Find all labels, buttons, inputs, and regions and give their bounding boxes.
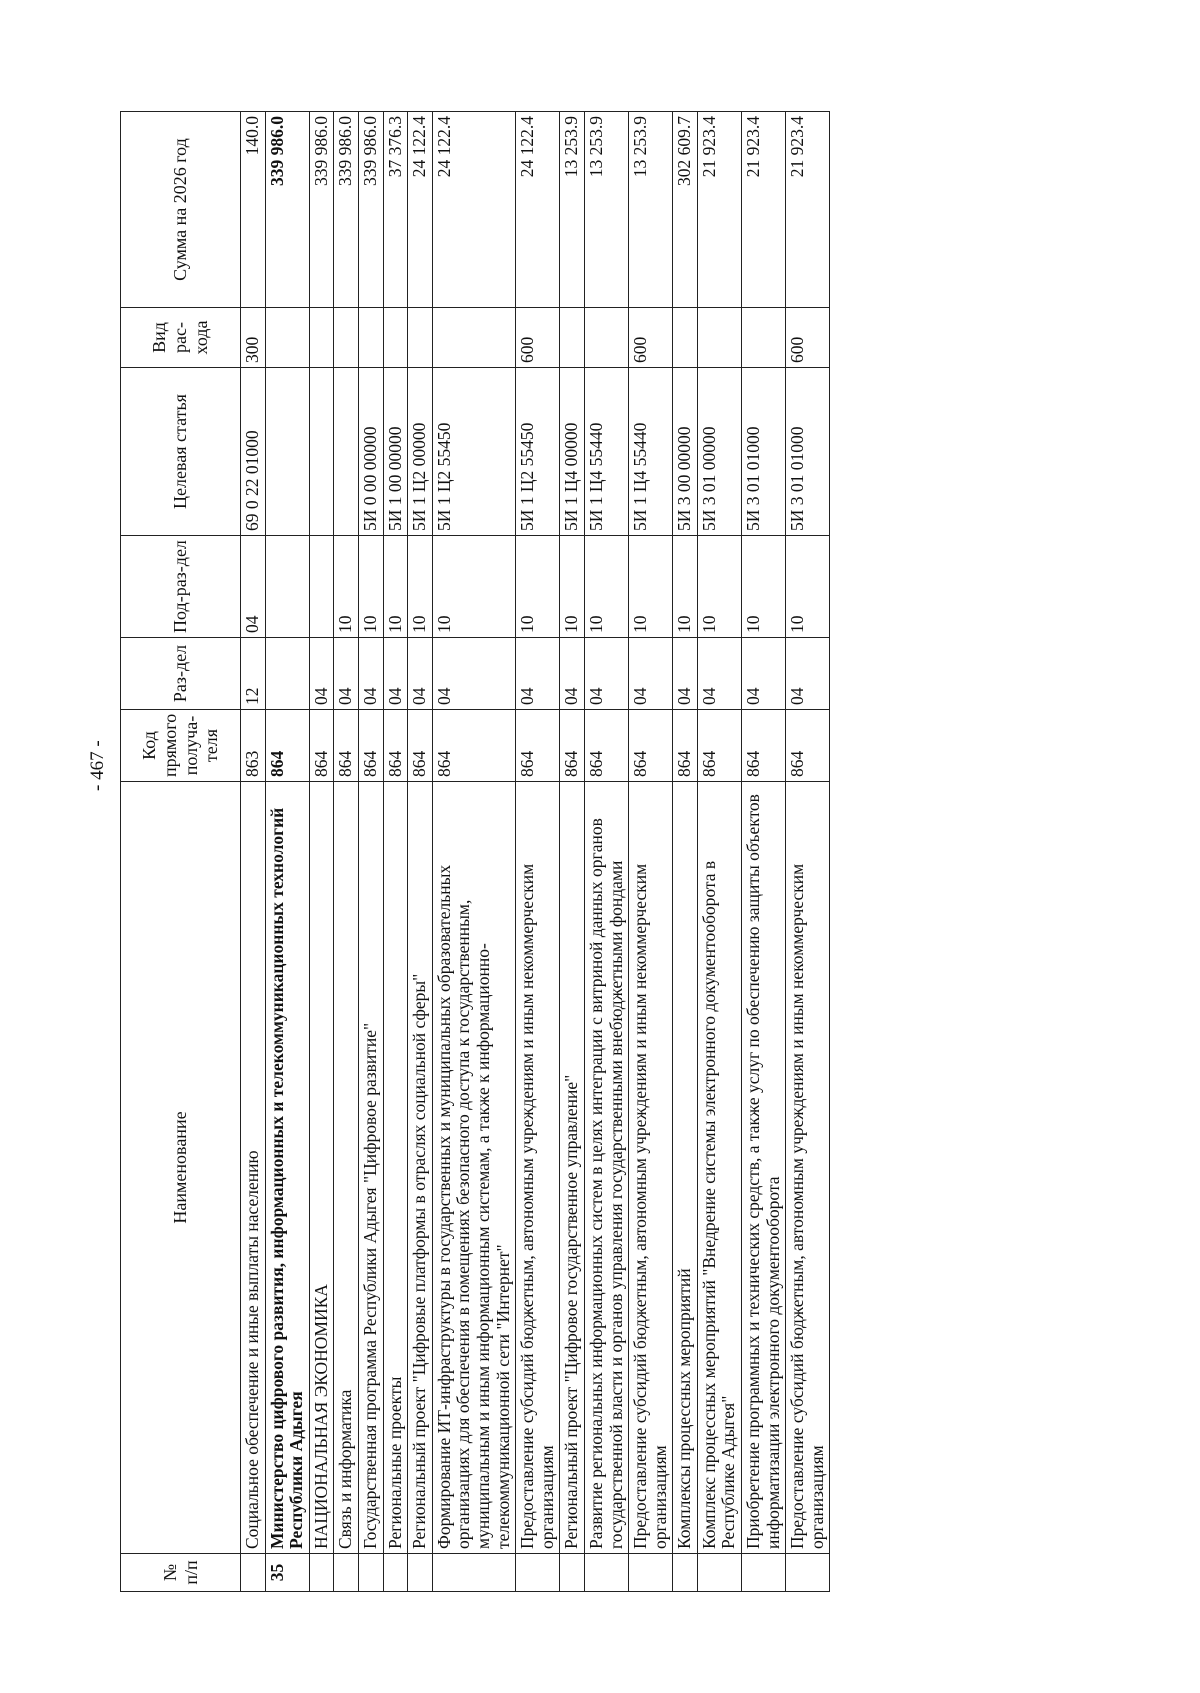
cell-razdel: 04 [560, 638, 585, 710]
cell-podrazdel [309, 536, 334, 638]
table-row [786, 112, 830, 1592]
cell-sum: 21 923.4 [697, 112, 741, 308]
cell-vid: 600 [629, 308, 673, 368]
cell-name: НАЦИОНАЛЬНАЯ ЭКОНОМИКА [309, 782, 334, 1554]
table-row [383, 112, 408, 1592]
cell-target: 5И 1 Ц4 55440 [584, 368, 628, 536]
cell-name: Региональный проект "Цифровое государственное управление" [560, 782, 585, 1554]
cell-code: 864 [584, 710, 628, 782]
cell-vid [432, 308, 515, 368]
cell-sum: 140.0 [241, 112, 266, 308]
header-razdel: Раз-дел [121, 638, 241, 710]
cell-vid [673, 308, 698, 368]
cell-target: 5И 1 Ц2 00000 [408, 368, 433, 536]
cell-vid [334, 308, 359, 368]
cell-name: Региональный проект "Цифровые платформы в отраслях социальной сферы" [408, 782, 433, 1554]
table-row [584, 112, 628, 1592]
cell-podrazdel: 10 [673, 536, 698, 638]
header-num: № п/п [121, 1554, 241, 1592]
cell-sum: 339 986.0 [334, 112, 359, 308]
cell-num [358, 1554, 383, 1592]
table-row [697, 112, 741, 1592]
cell-sum: 339 986.0 [265, 112, 309, 308]
cell-razdel: 12 [241, 638, 266, 710]
page-number: - 467 - [87, 740, 108, 791]
cell-name: Связь и информатика [334, 782, 359, 1554]
cell-podrazdel [265, 536, 309, 638]
cell-code: 864 [516, 710, 560, 782]
cell-num [560, 1554, 585, 1592]
cell-target: 69 0 22 01000 [241, 368, 266, 536]
cell-name: Региональные проекты [383, 782, 408, 1554]
cell-razdel: 04 [334, 638, 359, 710]
header-vid: Вид рас-хода [121, 308, 241, 368]
header-target: Целевая статья [121, 368, 241, 536]
cell-sum: 13 253.9 [584, 112, 628, 308]
table-row [560, 112, 585, 1592]
cell-sum: 339 986.0 [358, 112, 383, 308]
header-name: Наименование [121, 782, 241, 1554]
cell-sum: 24 122.4 [408, 112, 433, 308]
cell-num [697, 1554, 741, 1592]
cell-code: 864 [408, 710, 433, 782]
table-row [265, 112, 309, 1592]
cell-razdel: 04 [408, 638, 433, 710]
cell-code: 864 [786, 710, 830, 782]
cell-sum: 302 609.7 [673, 112, 698, 308]
cell-razdel: 04 [584, 638, 628, 710]
cell-razdel: 04 [786, 638, 830, 710]
budget-table-container [120, 112, 1160, 1592]
cell-vid [358, 308, 383, 368]
cell-num: 35 [265, 1554, 309, 1592]
cell-target: 5И 1 Ц2 55450 [432, 368, 515, 536]
cell-podrazdel: 10 [629, 536, 673, 638]
cell-sum: 37 376.3 [383, 112, 408, 308]
cell-vid [697, 308, 741, 368]
cell-num [334, 1554, 359, 1592]
table-row [742, 112, 786, 1592]
cell-name: Предоставление субсидий бюджетным, автономным учреждениям и иным некоммерческим организациям [516, 782, 560, 1554]
cell-target: 5И 3 00 00000 [673, 368, 698, 536]
cell-name: Предоставление субсидий бюджетным, автономным учреждениям и иным некоммерческим организациям [629, 782, 673, 1554]
cell-code: 864 [265, 710, 309, 782]
cell-sum: 24 122.4 [432, 112, 515, 308]
cell-target [334, 368, 359, 536]
cell-vid [309, 308, 334, 368]
table-row [334, 112, 359, 1592]
cell-num [584, 1554, 628, 1592]
table-row [309, 112, 334, 1592]
cell-num [673, 1554, 698, 1592]
cell-vid [408, 308, 433, 368]
cell-num [786, 1554, 830, 1592]
cell-razdel: 04 [516, 638, 560, 710]
cell-name: Министерство цифрового развития, информационных и телекоммуникационных технологий Республики Адыгея [265, 782, 309, 1554]
table-row [629, 112, 673, 1592]
header-sum: Сумма на 2026 год [121, 112, 241, 308]
cell-razdel: 04 [742, 638, 786, 710]
cell-razdel: 04 [309, 638, 334, 710]
cell-vid [265, 308, 309, 368]
cell-name: Приобретение программных и технических средств, а также услуг по обеспечению защиты объектов информатизации электронного документооборота [742, 782, 786, 1554]
cell-code: 864 [673, 710, 698, 782]
table-row [516, 112, 560, 1592]
cell-razdel: 04 [697, 638, 741, 710]
cell-code: 863 [241, 710, 266, 782]
cell-num [309, 1554, 334, 1592]
cell-razdel: 04 [629, 638, 673, 710]
cell-vid [560, 308, 585, 368]
cell-name: Развитие региональных информационных систем в целях интеграции с витриной данных органов государственной власти и органов управления государственными внебюджетными фондами [584, 782, 628, 1554]
cell-code: 864 [560, 710, 585, 782]
cell-podrazdel: 10 [334, 536, 359, 638]
cell-sum: 24 122.4 [516, 112, 560, 308]
cell-sum: 21 923.4 [742, 112, 786, 308]
cell-vid: 600 [786, 308, 830, 368]
cell-sum: 339 986.0 [309, 112, 334, 308]
cell-name: Социальное обеспечение и иные выплаты населению [241, 782, 266, 1554]
cell-vid: 600 [516, 308, 560, 368]
cell-num [742, 1554, 786, 1592]
cell-podrazdel: 10 [697, 536, 741, 638]
cell-code: 864 [309, 710, 334, 782]
cell-vid: 300 [241, 308, 266, 368]
cell-podrazdel: 10 [432, 536, 515, 638]
header-code: Код прямого получа-теля [121, 710, 241, 782]
table-row [673, 112, 698, 1592]
cell-vid [383, 308, 408, 368]
table-row [241, 112, 266, 1592]
cell-podrazdel: 10 [383, 536, 408, 638]
cell-num [241, 1554, 266, 1592]
cell-razdel [265, 638, 309, 710]
cell-podrazdel: 10 [408, 536, 433, 638]
cell-target: 5И 1 Ц4 00000 [560, 368, 585, 536]
cell-target: 5И 1 Ц4 55440 [629, 368, 673, 536]
cell-name: Государственная программа Республики Адыгея "Цифровое развитие" [358, 782, 383, 1554]
cell-target: 5И 3 01 01000 [742, 368, 786, 536]
cell-razdel: 04 [673, 638, 698, 710]
cell-target: 5И 3 01 01000 [786, 368, 830, 536]
cell-target: 5И 0 00 00000 [358, 368, 383, 536]
cell-podrazdel: 10 [786, 536, 830, 638]
cell-podrazdel: 10 [584, 536, 628, 638]
cell-name: Предоставление субсидий бюджетным, автономным учреждениям и иным некоммерческим организациям [786, 782, 830, 1554]
cell-num [432, 1554, 515, 1592]
cell-code: 864 [742, 710, 786, 782]
cell-target: 5И 1 00 00000 [383, 368, 408, 536]
budget-table [120, 111, 830, 1592]
cell-podrazdel: 10 [742, 536, 786, 638]
cell-podrazdel: 10 [560, 536, 585, 638]
cell-target: 5И 3 01 00000 [697, 368, 741, 536]
cell-razdel: 04 [432, 638, 515, 710]
cell-sum: 13 253.9 [560, 112, 585, 308]
cell-podrazdel: 04 [241, 536, 266, 638]
cell-podrazdel: 10 [358, 536, 383, 638]
cell-podrazdel: 10 [516, 536, 560, 638]
cell-sum: 21 923.4 [786, 112, 830, 308]
table-header-row [121, 112, 241, 1592]
cell-code: 864 [383, 710, 408, 782]
table-row [358, 112, 383, 1592]
cell-name: Комплексы процессных мероприятий [673, 782, 698, 1554]
cell-code: 864 [697, 710, 741, 782]
cell-num [516, 1554, 560, 1592]
cell-code: 864 [629, 710, 673, 782]
cell-vid [742, 308, 786, 368]
cell-target: 5И 1 Ц2 55450 [516, 368, 560, 536]
cell-code: 864 [358, 710, 383, 782]
cell-target [265, 368, 309, 536]
cell-code: 864 [432, 710, 515, 782]
table-body [241, 112, 830, 1592]
cell-razdel: 04 [358, 638, 383, 710]
header-podrazdel: Под-раз-дел [121, 536, 241, 638]
cell-name: Формирование ИТ-инфраструктуры в государственных и муниципальных образовательных организациях для обеспечения в помещениях безопасного доступа к государственным, муниципальным и иным информационным системам, а также к информационно-телекоммуникационной сети "Интернет" [432, 782, 515, 1554]
cell-code: 864 [334, 710, 359, 782]
cell-vid [584, 308, 628, 368]
cell-sum: 13 253.9 [629, 112, 673, 308]
table-row [408, 112, 433, 1592]
table-row [432, 112, 515, 1592]
cell-num [629, 1554, 673, 1592]
cell-num [408, 1554, 433, 1592]
cell-razdel: 04 [383, 638, 408, 710]
cell-target [309, 368, 334, 536]
cell-name: Комплекс процессных мероприятий "Внедрение системы электронного документооборота в Республике Адыгея" [697, 782, 741, 1554]
cell-num [383, 1554, 408, 1592]
